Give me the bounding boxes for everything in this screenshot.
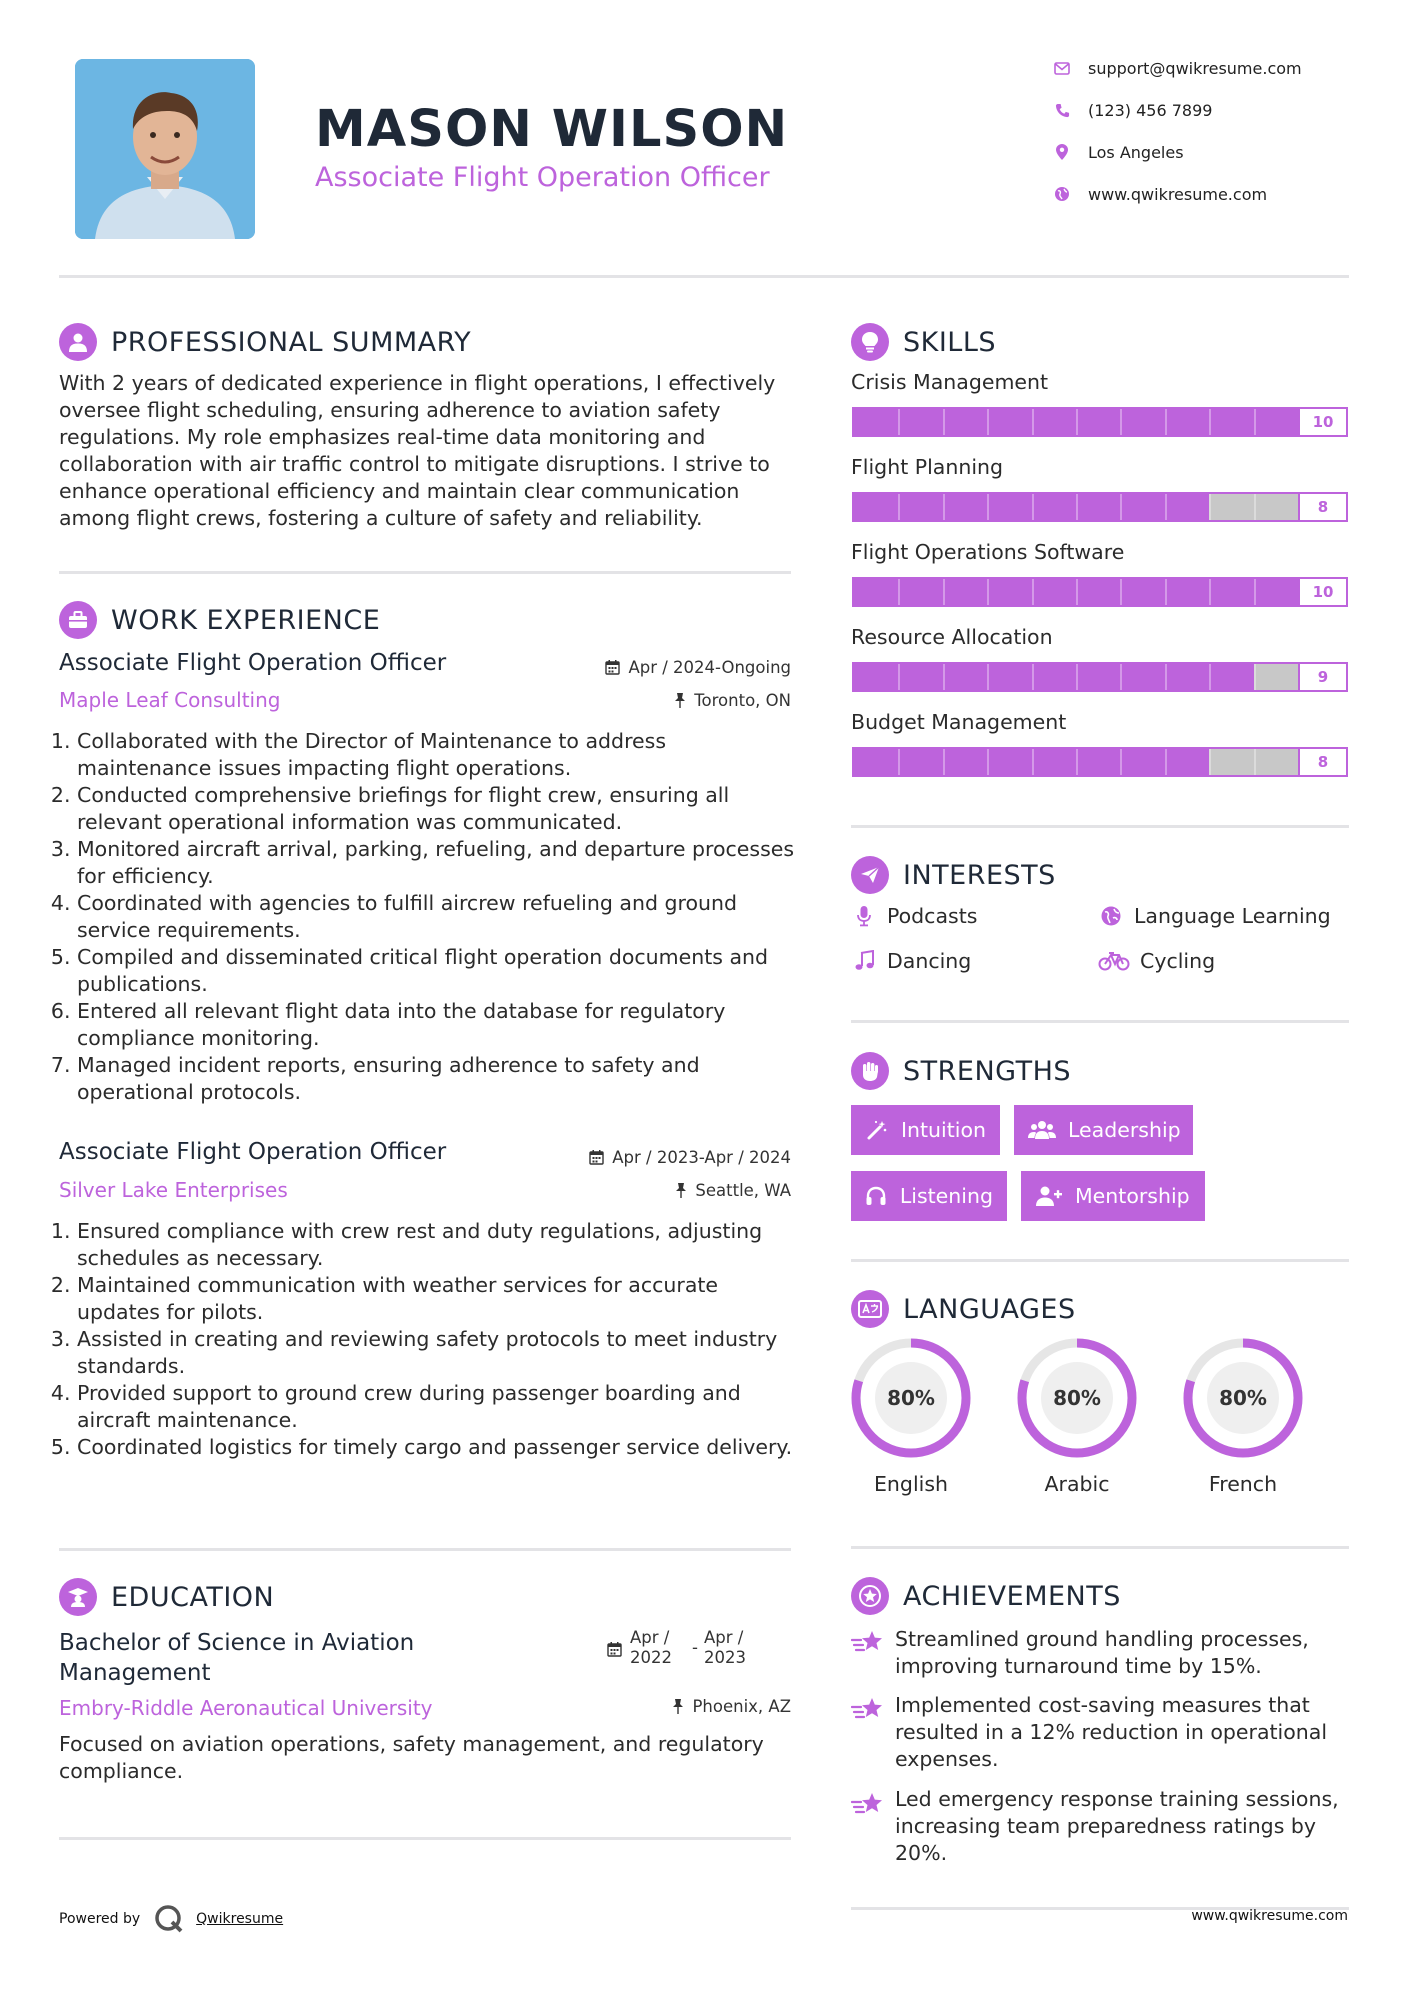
globe-icon <box>1052 184 1072 204</box>
job-2-duties <box>57 1218 797 1461</box>
skills-divider <box>851 825 1349 828</box>
strength-label: Intuition <box>900 1118 986 1142</box>
skill-bar-segment <box>1209 664 1211 690</box>
skills-heading <box>851 323 996 361</box>
language-percent: 80% <box>887 1386 935 1410</box>
skill-bar-segment <box>1254 409 1256 435</box>
list-item: 2. Conducted comprehensive briefings for flight crew, ensuring all relevant operational information was communicated. <box>77 782 797 836</box>
pushpin-icon <box>672 1699 684 1714</box>
skill-bar-segment <box>898 579 900 605</box>
strength-label: Listening <box>899 1184 993 1208</box>
skill-bar-segment <box>1076 579 1078 605</box>
skill-bar-segment <box>1165 579 1167 605</box>
candidate-title: Associate Flight Operation Officer <box>315 162 770 193</box>
skill-bar <box>852 492 1348 522</box>
skill-bar-segment <box>898 749 900 775</box>
job-1-duties <box>57 728 797 1106</box>
achievements-heading-text: ACHIEVEMENTS <box>903 1580 1121 1612</box>
experience-divider <box>59 1548 791 1551</box>
interests-heading <box>851 856 1056 894</box>
interest-label: Dancing <box>887 949 972 973</box>
language-name: English <box>873 1472 949 1496</box>
contact-phone-text: (123) 456 7899 <box>1088 100 1213 120</box>
skill-bar-segment <box>1032 749 1034 775</box>
headphones-icon <box>865 1184 888 1208</box>
skill-bar-segment <box>1120 749 1122 775</box>
graduate-icon <box>59 1578 97 1616</box>
strengths-heading <box>851 1052 1071 1090</box>
skills-heading-text: SKILLS <box>903 326 997 358</box>
skill-name: Budget Management <box>851 710 1067 734</box>
job-2-title: Associate Flight Operation Officer <box>59 1139 447 1165</box>
skill-bar-segment <box>943 409 945 435</box>
user-icon <box>59 323 97 361</box>
interest-item <box>1098 948 1215 974</box>
job-1-company: Maple Leaf Consulting <box>59 688 281 712</box>
experience-heading-text: WORK EXPERIENCE <box>111 604 381 636</box>
magic-wand-icon <box>865 1118 889 1142</box>
skill-bar-fill <box>854 664 1254 690</box>
fist-icon <box>851 1052 889 1090</box>
avatar-illustration <box>75 59 255 239</box>
pushpin-icon <box>674 693 686 708</box>
education-date-separator: - <box>692 1638 698 1657</box>
skill-bar-segment <box>1165 409 1167 435</box>
list-item: 7. Managed incident reports, ensuring adherence to safety and operational protocols. <box>77 1052 797 1106</box>
footer-powered <box>59 1904 283 1934</box>
skill-bar-segment <box>1254 749 1256 775</box>
languages-heading <box>851 1290 1076 1328</box>
education-heading-text: EDUCATION <box>111 1581 275 1613</box>
contact-location-text: Los Angeles <box>1088 142 1184 162</box>
strength-label: Mentorship <box>1075 1184 1190 1208</box>
calendar-icon <box>605 660 620 675</box>
shooting-star-icon <box>851 1695 885 1725</box>
contact-website-text: www.qwikresume.com <box>1088 184 1268 204</box>
skill-bar-segment <box>1209 409 1211 435</box>
skill-level: 8 <box>1298 749 1346 775</box>
skill-name: Resource Allocation <box>851 625 1053 649</box>
skill-bar-segment <box>1165 664 1167 690</box>
footer-powered-text: Powered by <box>59 1911 141 1927</box>
skill-bar-segment <box>1209 579 1211 605</box>
envelope-icon <box>1052 58 1072 78</box>
job-2-location <box>675 1181 791 1200</box>
list-item: 3. Assisted in creating and reviewing safety protocols to meet industry standards. <box>77 1326 797 1380</box>
skill-bar-segment <box>1209 749 1211 775</box>
qwikresume-logo-icon <box>154 1904 184 1934</box>
interest-item <box>1098 903 1331 929</box>
language-ring <box>1015 1336 1139 1460</box>
skill-bar-segment <box>898 409 900 435</box>
microphone-icon <box>851 903 877 929</box>
language-ring <box>849 1336 973 1460</box>
calendar-icon <box>589 1150 604 1165</box>
skill-bar-segment <box>1254 494 1256 520</box>
job-2-dates <box>589 1148 791 1167</box>
education-heading <box>59 1578 274 1616</box>
skill-bar-segment <box>1120 579 1122 605</box>
interests-heading-text: INTERESTS <box>903 859 1056 891</box>
language-ring <box>1181 1336 1305 1460</box>
language-percent: 80% <box>1053 1386 1101 1410</box>
skill-bar-segment <box>943 749 945 775</box>
skill-bar-segment <box>1165 749 1167 775</box>
job-1-dates-text: Apr / 2024-Ongoing <box>628 658 791 677</box>
skill-bar-segment <box>1120 664 1122 690</box>
skill-bar-segment <box>987 664 989 690</box>
skill-bar-segment <box>987 494 989 520</box>
skill-bar-segment <box>1032 494 1034 520</box>
contact-website[interactable] <box>1052 184 1267 204</box>
interest-label: Podcasts <box>887 904 978 928</box>
pushpin-icon <box>675 1183 687 1198</box>
education-location-text: Phoenix, AZ <box>692 1697 791 1716</box>
list-item: 5. Compiled and disseminated critical flight operation documents and publications. <box>77 944 797 998</box>
shooting-star-icon <box>851 1790 885 1820</box>
shooting-star-icon <box>851 1628 885 1658</box>
job-1-title: Associate Flight Operation Officer <box>59 650 447 676</box>
list-item: 4. Provided support to ground crew during passenger boarding and aircraft maintenance. <box>77 1380 797 1434</box>
skill-bar-segment <box>1032 579 1034 605</box>
list-item: 1. Ensured compliance with crew rest and duty regulations, adjusting schedules as necessary. <box>77 1218 797 1272</box>
job-2-company: Silver Lake Enterprises <box>59 1178 288 1202</box>
job-2-location-text: Seattle, WA <box>695 1181 791 1200</box>
skill-bar-segment <box>898 664 900 690</box>
strength-chip-intuition <box>851 1105 1000 1155</box>
bicycle-icon <box>1098 948 1130 974</box>
user-plus-icon <box>1035 1184 1063 1208</box>
briefcase-icon <box>59 601 97 639</box>
skill-level: 10 <box>1298 579 1346 605</box>
education-divider <box>59 1837 791 1840</box>
paper-plane-icon <box>851 856 889 894</box>
skill-bar-segment <box>1165 494 1167 520</box>
interest-label: Cycling <box>1140 949 1216 973</box>
job-1-location-text: Toronto, ON <box>694 691 791 710</box>
skill-bar-segment <box>1254 664 1256 690</box>
skill-bar <box>852 577 1348 607</box>
list-item: 6. Entered all relevant flight data into the database for regulatory compliance monitoring. <box>77 998 797 1052</box>
skill-level: 8 <box>1298 494 1346 520</box>
summary-heading-text: PROFESSIONAL SUMMARY <box>111 326 472 358</box>
strength-chip-mentorship <box>1021 1171 1205 1221</box>
lightbulb-icon <box>851 323 889 361</box>
job-2-dates-text: Apr / 2023-Apr / 2024 <box>612 1148 791 1167</box>
contact-email-text: support@qwikresume.com <box>1088 58 1302 78</box>
skill-bar-segment <box>1076 664 1078 690</box>
job-1-location <box>674 691 791 710</box>
summary-text: With 2 years of dedicated experience in flight operations, I effectively oversee flight scheduling, ensuring adherence to aviation safety regulations. My role emphasizes real-time data monitoring and collaboration with air traffic control to mitigate disruptions. I strive to enhance operational efficiency and maintain clear communication among flight crews, fostering a culture of safety and reliability. <box>59 371 776 530</box>
skill-level: 9 <box>1298 664 1346 690</box>
education-description: Focused on aviation operations, safety management, and regulatory compliance. <box>59 1732 764 1783</box>
education-dates <box>607 1628 764 1668</box>
users-icon <box>1028 1118 1056 1142</box>
list-item: 4. Coordinated with agencies to fulfill aircrew refueling and ground service requirements. <box>77 890 797 944</box>
experience-heading <box>59 601 380 639</box>
summary-divider <box>59 571 791 574</box>
skill-bar-segment <box>943 579 945 605</box>
skill-level: 10 <box>1298 409 1346 435</box>
profile-photo <box>75 59 255 239</box>
skill-name: Flight Planning <box>851 455 1004 479</box>
interest-item <box>851 903 977 929</box>
interest-label: Language Learning <box>1134 904 1331 928</box>
candidate-name: MASON WILSON <box>315 100 789 159</box>
skill-bar-segment <box>987 409 989 435</box>
skill-bar-segment <box>1076 409 1078 435</box>
list-item: 1. Collaborated with the Director of Maintenance to address maintenance issues impacting flight operations. <box>77 728 797 782</box>
education-date-end: Apr / 2023 <box>703 1628 746 1667</box>
music-note-icon <box>851 948 877 974</box>
skill-bar-segment <box>943 494 945 520</box>
languages-divider <box>851 1546 1349 1549</box>
skill-bar-segment <box>987 749 989 775</box>
strengths-heading-text: STRENGTHS <box>903 1055 1072 1087</box>
phone-icon <box>1052 100 1072 120</box>
achievement-item: Led emergency response training sessions, increasing team preparedness ratings by 20%. <box>895 1787 1339 1865</box>
summary-heading <box>59 323 471 361</box>
skill-bar-segment <box>1076 494 1078 520</box>
list-item: 5. Coordinated logistics for timely cargo and passenger service delivery. <box>77 1434 797 1461</box>
footer-brand-link[interactable]: Qwikresume <box>196 1911 284 1927</box>
education-school: Embry-Riddle Aeronautical University <box>59 1696 433 1720</box>
skill-bar-segment <box>1254 579 1256 605</box>
language-name: French <box>1208 1472 1278 1496</box>
job-1-dates <box>605 658 791 677</box>
header-divider <box>59 275 1349 278</box>
language-name: Arabic <box>1044 1472 1110 1496</box>
calendar-icon <box>607 1642 622 1657</box>
skill-bar-segment <box>1120 409 1122 435</box>
contact-phone[interactable] <box>1052 100 1212 120</box>
globe-icon <box>1098 903 1124 929</box>
contact-email[interactable] <box>1052 58 1302 78</box>
footer-website-link[interactable]: www.qwikresume.com <box>1191 1908 1348 1924</box>
list-item: 3. Monitored aircraft arrival, parking, refueling, and departure processes for efficiency. <box>77 836 797 890</box>
skill-bar-segment <box>1032 409 1034 435</box>
strength-chip-leadership <box>1014 1105 1193 1155</box>
skill-bar <box>852 407 1348 437</box>
list-item: 2. Maintained communication with weather services for accurate updates for pilots. <box>77 1272 797 1326</box>
contact-location <box>1052 142 1184 162</box>
strength-chip-listening <box>851 1171 1007 1221</box>
achievement-item: Implemented cost-saving measures that resulted in a 12% reduction in operational expenses. <box>895 1693 1328 1771</box>
skill-bar-segment <box>898 494 900 520</box>
skill-name: Flight Operations Software <box>851 540 1125 564</box>
skill-bar-segment <box>987 579 989 605</box>
achievements-heading <box>851 1577 1121 1615</box>
education-degree: Bachelor of Science in Aviation Management <box>59 1630 415 1686</box>
education-date-start: Apr / 2022 <box>630 1628 672 1667</box>
strength-label: Leadership <box>1068 1118 1181 1142</box>
languages-heading-text: LANGUAGES <box>903 1293 1076 1325</box>
skill-bar <box>852 662 1348 692</box>
skill-bar-segment <box>1209 494 1211 520</box>
skill-bar-segment <box>943 664 945 690</box>
skill-bar-segment <box>1120 494 1122 520</box>
education-location <box>672 1697 791 1716</box>
interest-item <box>851 948 971 974</box>
strengths-divider <box>851 1259 1349 1262</box>
map-pin-icon <box>1052 142 1072 162</box>
language-card-icon <box>851 1290 889 1328</box>
language-percent: 80% <box>1219 1386 1267 1410</box>
skill-name: Crisis Management <box>851 370 1049 394</box>
achievement-item: Streamlined ground handling processes, improving turnaround time by 15%. <box>895 1627 1309 1678</box>
skill-bar <box>852 747 1348 777</box>
interests-divider <box>851 1020 1349 1023</box>
star-badge-icon <box>851 1577 889 1615</box>
skill-bar-segment <box>1032 664 1034 690</box>
skill-bar-segment <box>1076 749 1078 775</box>
